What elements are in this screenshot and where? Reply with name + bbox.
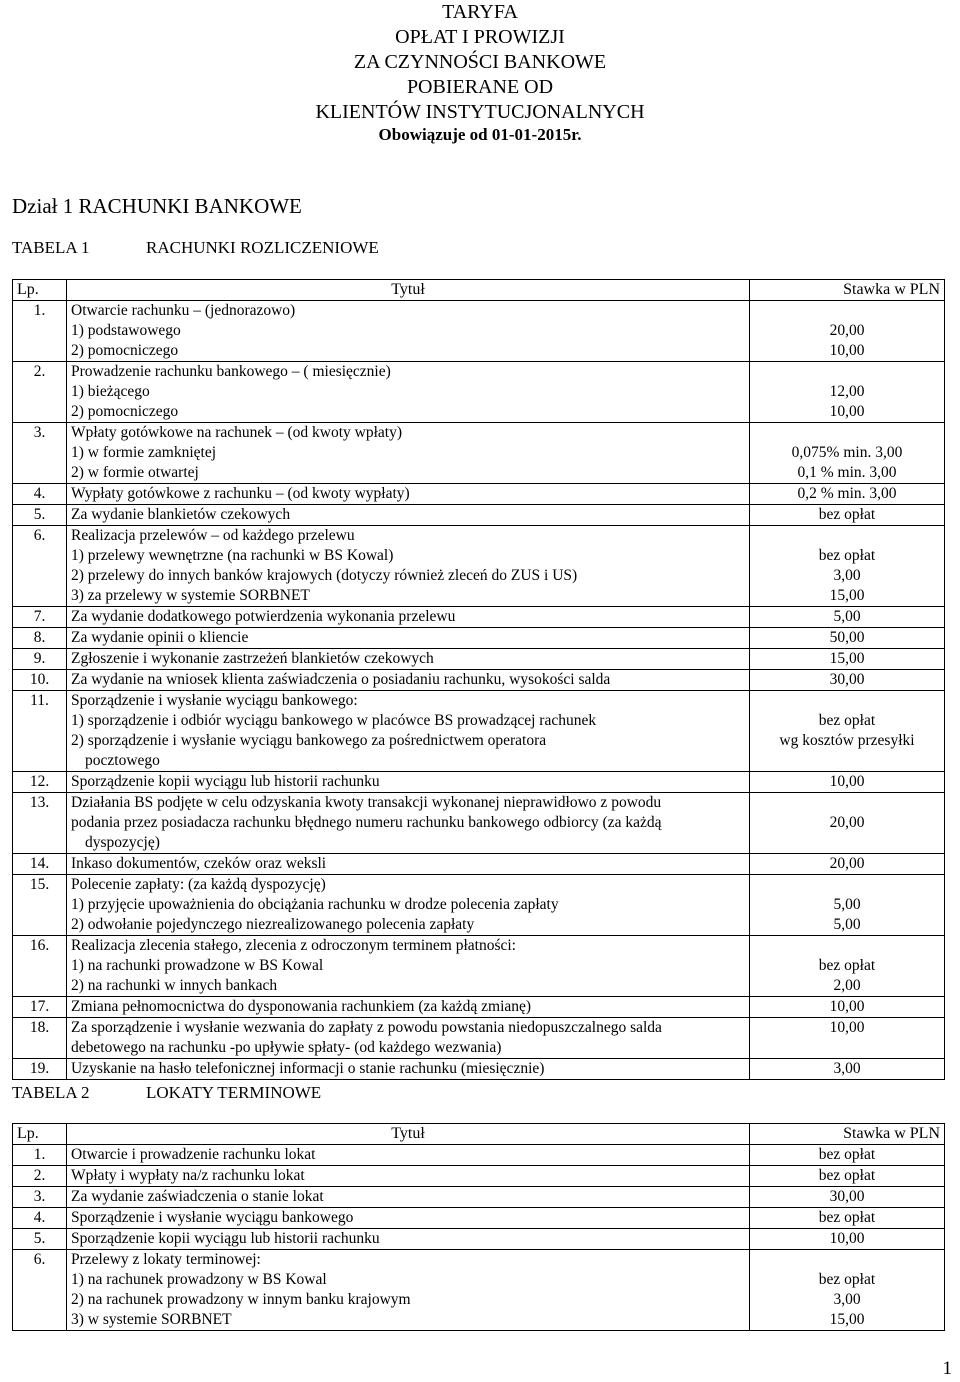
row-title-line: Zmiana pełnomocnictwa do dysponowania rachunkiem (za każdą zmianę) <box>71 998 532 1015</box>
row-number: 12. <box>13 772 67 793</box>
row-title-line: 2) pomocniczego <box>71 342 179 359</box>
rate-value: bez opłat <box>818 1146 876 1163</box>
row-title-line: Sporządzenie kopii wyciągu lub historii rachunku <box>71 773 380 790</box>
row-number: 11. <box>13 691 67 772</box>
row-title-line: Otwarcie rachunku – (jednorazowo) <box>71 302 296 319</box>
table-row <box>13 793 945 854</box>
table1-title: RACHUNKI ROZLICZENIOWE <box>146 238 379 257</box>
row-number: 5. <box>13 1229 67 1250</box>
row-title-line: Za wydanie zaświadczenia o stanie lokat <box>71 1188 324 1205</box>
row-title-line: 1) na rachunek prowadzony w BS Kowal <box>71 1271 327 1288</box>
row-title-line: Inkaso dokumentów, czeków oraz weksli <box>71 855 327 872</box>
fees-table-deposits <box>12 1123 945 1331</box>
row-rate <box>750 1250 945 1331</box>
table2-label: TABELA 2 <box>12 1083 90 1102</box>
table-row <box>13 936 945 997</box>
row-number: 1. <box>13 1145 67 1166</box>
rate-value: 10,00 <box>829 1019 865 1036</box>
row-number: 5. <box>13 505 67 526</box>
row-title-line: Sporządzenie i wysłanie wyciągu bankowego: <box>71 692 358 709</box>
row-title-line: debetowego na rachunku -po upływie spłaty- (od każdego wezwania) <box>71 1039 502 1056</box>
rate-value: 10,00 <box>829 773 865 790</box>
row-title-line: 1) bieżącego <box>71 383 150 400</box>
row-title <box>67 793 750 854</box>
row-title <box>67 628 750 649</box>
header-line: KLIENTÓW INSTYTUCJONALNYCH <box>315 101 645 123</box>
row-number: 3. <box>13 423 67 484</box>
row-number: 2. <box>13 362 67 423</box>
table-row <box>13 1145 945 1166</box>
table-row <box>13 362 945 423</box>
rate-value: bez opłat <box>818 506 876 523</box>
row-rate <box>750 854 945 875</box>
row-rate <box>750 423 945 484</box>
row-title <box>67 1187 750 1208</box>
row-rate <box>750 936 945 997</box>
row-title-line: 2) sporządzenie i wysłanie wyciągu bankowego za pośrednictwem operatora <box>71 732 547 749</box>
row-rate <box>750 1059 945 1080</box>
table-row <box>13 1018 945 1059</box>
row-title <box>67 1166 750 1187</box>
row-rate <box>750 875 945 936</box>
row-rate <box>750 1187 945 1208</box>
header-line: POBIERANE OD <box>406 76 554 98</box>
row-rate <box>750 772 945 793</box>
rate-value: wg kosztów przesyłki <box>779 732 915 749</box>
row-number: 3. <box>13 1187 67 1208</box>
row-title-line: 1) przyjęcie upoważnienia do obciążania rachunku w drodze polecenia zapłaty <box>71 896 559 913</box>
row-title-line: 3) w systemie SORBNET <box>71 1311 232 1328</box>
row-title-line: Realizacja przelewów – od każdego przelewu <box>71 527 355 544</box>
table-row <box>13 1208 945 1229</box>
table-row <box>13 484 945 505</box>
table-row <box>13 1187 945 1208</box>
row-title-line: Otwarcie i prowadzenie rachunku lokat <box>71 1146 316 1163</box>
row-rate <box>750 670 945 691</box>
row-title <box>67 670 750 691</box>
row-number: 13. <box>13 793 67 854</box>
row-rate <box>750 1166 945 1187</box>
rate-value: 12,00 <box>829 383 865 400</box>
rate-value: 20,00 <box>829 814 865 831</box>
row-number: 4. <box>13 484 67 505</box>
table2-title: LOKATY TERMINOWE <box>146 1083 322 1102</box>
table-row <box>13 423 945 484</box>
rate-value: 10,00 <box>829 1230 865 1247</box>
row-title-line: pocztowego <box>85 752 160 769</box>
row-title-line: Prowadzenie rachunku bankowego – ( miesięcznie) <box>71 363 391 380</box>
row-number: 2. <box>13 1166 67 1187</box>
rate-value: 10,00 <box>829 998 865 1015</box>
rate-value: 10,00 <box>829 403 865 420</box>
row-title-line: dyspozycję) <box>85 834 160 851</box>
rate-value: 10,00 <box>829 342 865 359</box>
row-title-line: Działania BS podjęte w celu odzyskania kwoty transakcji wykonanej nieprawidłowo z powodu <box>71 794 662 811</box>
rate-value: bez opłat <box>818 547 876 564</box>
row-title <box>67 854 750 875</box>
row-number: 8. <box>13 628 67 649</box>
page-number: 1 <box>942 1358 952 1379</box>
row-title-line: 1) sporządzenie i odbiór wyciągu bankowego w placówce BS prowadzącej rachunek <box>71 712 597 729</box>
rate-value: 0,075% min. 3,00 <box>791 444 903 461</box>
table-row <box>13 301 945 362</box>
header-line: ZA CZYNNOŚCI BANKOWE <box>353 51 607 73</box>
row-title-line: 2) odwołanie pojedynczego niezrealizowanego polecenia zapłaty <box>71 916 475 933</box>
rate-value: 30,00 <box>829 671 865 688</box>
rate-value: 0,1 % min. 3,00 <box>797 464 897 481</box>
row-title <box>67 362 750 423</box>
rate-value: 15,00 <box>829 587 865 604</box>
row-title <box>67 505 750 526</box>
row-rate <box>750 1229 945 1250</box>
row-title-line: Uzyskanie na hasło telefonicznej informacji o stanie rachunku (miesięcznie) <box>71 1060 545 1077</box>
row-title-line: podania przez posiadacza rachunku błędnego numeru rachunku bankowego odbiorcy (za każdą <box>71 814 662 831</box>
row-title <box>67 607 750 628</box>
table-row <box>13 691 945 772</box>
row-title-line: Wypłaty gotówkowe z rachunku – (od kwoty wypłaty) <box>71 485 410 502</box>
row-rate <box>750 526 945 607</box>
row-title <box>67 1145 750 1166</box>
table-row <box>13 1059 945 1080</box>
row-title-line: 2) na rachunek prowadzony w innym banku krajowym <box>71 1291 411 1308</box>
table-row <box>13 670 945 691</box>
rate-value: 3,00 <box>833 1291 861 1308</box>
row-number: 15. <box>13 875 67 936</box>
rate-value: 5,00 <box>833 896 861 913</box>
column-header-lp: Lp. <box>13 1124 67 1145</box>
row-rate <box>750 793 945 854</box>
table-header-row <box>13 1124 945 1145</box>
effective-date: Obowiązuje od 01-01-2015r. <box>378 125 582 144</box>
row-rate <box>750 505 945 526</box>
rate-value: 20,00 <box>829 855 865 872</box>
row-rate <box>750 997 945 1018</box>
table-row <box>13 649 945 670</box>
rate-value: 20,00 <box>829 322 865 339</box>
row-title <box>67 875 750 936</box>
rate-value: 3,00 <box>833 567 861 584</box>
table-row <box>13 628 945 649</box>
rate-value: 50,00 <box>829 629 865 646</box>
table-row <box>13 875 945 936</box>
row-rate <box>750 1145 945 1166</box>
rate-value: 0,2 % min. 3,00 <box>797 485 897 502</box>
rate-value: 15,00 <box>829 1311 865 1328</box>
row-number: 6. <box>13 1250 67 1331</box>
column-header-title: Tytuł <box>67 280 750 301</box>
row-rate <box>750 691 945 772</box>
rate-value: 5,00 <box>833 608 861 625</box>
row-number: 16. <box>13 936 67 997</box>
row-title-line: Za wydanie opinii o kliencie <box>71 629 249 646</box>
table1-label: TABELA 1 <box>12 238 90 257</box>
row-title-line: Sporządzenie kopii wyciągu lub historii rachunku <box>71 1230 380 1247</box>
row-number: 6. <box>13 526 67 607</box>
row-title <box>67 691 750 772</box>
rate-value: 15,00 <box>829 650 865 667</box>
row-rate <box>750 607 945 628</box>
rate-value: 2,00 <box>833 977 861 994</box>
row-title <box>67 1229 750 1250</box>
row-number: 17. <box>13 997 67 1018</box>
row-title <box>67 526 750 607</box>
row-rate <box>750 362 945 423</box>
row-title <box>67 649 750 670</box>
rate-value: bez opłat <box>818 712 876 729</box>
header-line: OPŁAT I PROWIZJI <box>395 26 565 48</box>
row-title <box>67 301 750 362</box>
rate-value <box>754 833 940 853</box>
row-title <box>67 772 750 793</box>
row-title-line: Przelewy z lokaty terminowej: <box>71 1251 261 1268</box>
rate-value: bez opłat <box>818 1271 876 1288</box>
row-title <box>67 423 750 484</box>
row-title <box>67 1250 750 1331</box>
row-title <box>67 936 750 997</box>
row-title-line: 2) pomocniczego <box>71 403 179 420</box>
table-row <box>13 1166 945 1187</box>
row-title-line: 3) za przelewy w systemie SORBNET <box>71 587 310 604</box>
row-title-line: 2) w formie otwartej <box>71 464 199 481</box>
row-title <box>67 1208 750 1229</box>
row-title-line: Realizacja zlecenia stałego, zlecenia z odroczonym terminem płatności: <box>71 937 516 954</box>
fees-table-accounts <box>12 279 945 1080</box>
column-header-title: Tytuł <box>67 1124 750 1145</box>
row-title <box>67 997 750 1018</box>
row-rate <box>750 628 945 649</box>
table-row <box>13 526 945 607</box>
rate-value: bez opłat <box>818 957 876 974</box>
document-header <box>0 0 960 145</box>
rate-value: 30,00 <box>829 1188 865 1205</box>
row-number: 10. <box>13 670 67 691</box>
row-title-line: Za wydanie na wniosek klienta zaświadczenia o posiadaniu rachunku, wysokości salda <box>71 671 611 688</box>
row-number: 19. <box>13 1059 67 1080</box>
table-row <box>13 607 945 628</box>
row-rate <box>750 1018 945 1059</box>
rate-value <box>754 1038 940 1058</box>
row-title-line: Zgłoszenie i wykonanie zastrzeżeń blankietów czekowych <box>71 650 434 667</box>
header-line: TARYFA <box>442 1 518 23</box>
row-title-line: Wpłaty i wypłaty na/z rachunku lokat <box>71 1167 305 1184</box>
row-number: 18. <box>13 1018 67 1059</box>
rate-value: 3,00 <box>833 1060 861 1077</box>
row-title-line: Za wydanie dodatkowego potwierdzenia wykonania przelewu <box>71 608 456 625</box>
table-row <box>13 854 945 875</box>
row-title-line: 1) w formie zamkniętej <box>71 444 217 461</box>
row-title-line: Sporządzenie i wysłanie wyciągu bankowego <box>71 1209 354 1226</box>
row-rate <box>750 301 945 362</box>
row-number: 7. <box>13 607 67 628</box>
row-number: 9. <box>13 649 67 670</box>
table-header-row <box>13 280 945 301</box>
row-title-line: Polecenie zapłaty: (za każdą dyspozycję) <box>71 876 326 893</box>
row-title-line: 1) na rachunki prowadzone w BS Kowal <box>71 957 324 974</box>
row-title-line: Wpłaty gotówkowe na rachunek – (od kwoty wpłaty) <box>71 424 403 441</box>
column-header-rate: Stawka w PLN <box>750 280 945 301</box>
row-title-line: 2) przelewy do innych banków krajowych (dotyczy również zleceń do ZUS i US) <box>71 567 578 584</box>
row-title-line: 2) na rachunki w innych bankach <box>71 977 278 994</box>
rate-value: bez opłat <box>818 1209 876 1226</box>
row-rate <box>750 649 945 670</box>
table-row <box>13 505 945 526</box>
row-rate <box>750 1208 945 1229</box>
column-header-rate: Stawka w PLN <box>750 1124 945 1145</box>
row-rate <box>750 484 945 505</box>
rate-value: bez opłat <box>818 1167 876 1184</box>
table-row <box>13 1250 945 1331</box>
row-title-line: Za wydanie blankietów czekowych <box>71 506 291 523</box>
table-row <box>13 1229 945 1250</box>
row-number: 1. <box>13 301 67 362</box>
row-number: 4. <box>13 1208 67 1229</box>
row-number: 14. <box>13 854 67 875</box>
rate-value: 5,00 <box>833 916 861 933</box>
table-row <box>13 772 945 793</box>
table-row <box>13 997 945 1018</box>
rate-value <box>754 751 940 771</box>
section-title: Dział 1 RACHUNKI BANKOWE <box>12 194 302 218</box>
row-title-line: 1) podstawowego <box>71 322 181 339</box>
column-header-lp: Lp. <box>13 280 67 301</box>
row-title-line: Za sporządzenie i wysłanie wezwania do zapłaty z powodu powstania niedopuszczalnego salda <box>71 1019 662 1036</box>
row-title-line: 1) przelewy wewnętrzne (na rachunki w BS Kowal) <box>71 547 394 564</box>
row-title <box>67 1059 750 1080</box>
row-title <box>67 1018 750 1059</box>
row-title <box>67 484 750 505</box>
